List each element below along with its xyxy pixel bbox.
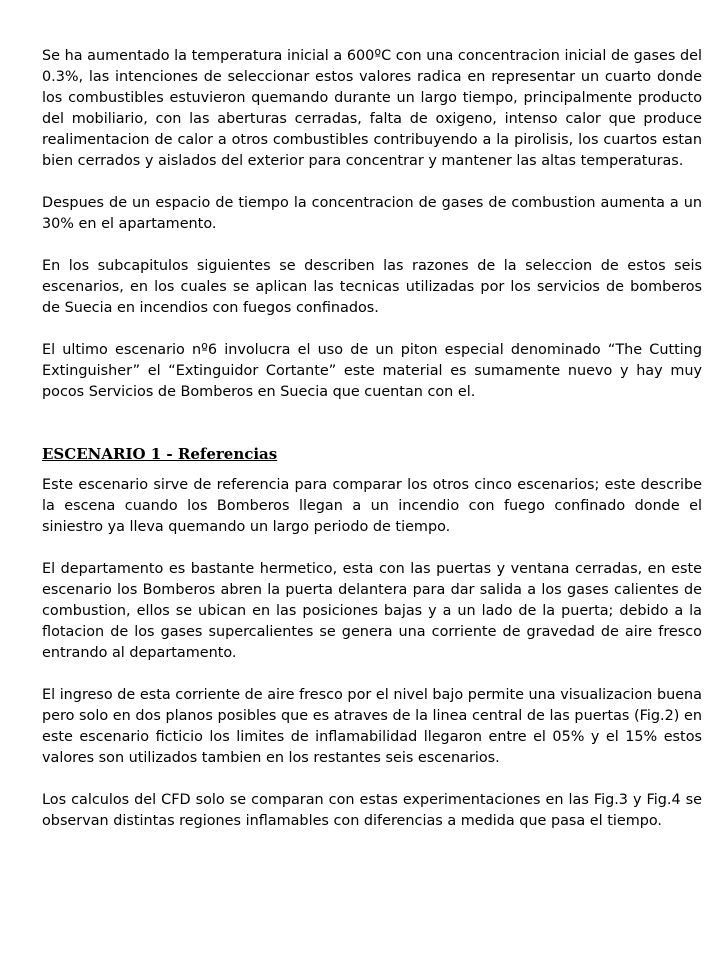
paragraph-subchapters: En los subcapitulos siguientes se describen las razones de la seleccion de estos seis escenarios, en los cuales se aplican las tecnicas utilizadas por los servicios de bomberos de Suecia en incendios con fuegos confinados. [42, 258, 702, 316]
paragraph-fresh-air-current: El ingreso de esta corriente de aire fresco por el nivel bajo permite una visualizacion buena pero solo en dos planos posibles que es atraves de la linea central de las puertas (Fig.2) en este escenario ficticio los limites de inflamabilidad llegaron entre el 05% y el 15% estos valores son utilizados tambien en los restantes seis escenarios. [42, 687, 702, 766]
paragraph-cfd-calculations: Los calculos del CFD solo se comparan con estas experimentaciones en las Fig.3 y Fig.4 se observan distintas regiones inflamables con diferencias a medida que pasa el tiempo. [42, 792, 702, 829]
document-page [42, 46, 702, 853]
section-heading-escenario-1: ESCENARIO 1 - Referencias [42, 445, 278, 463]
section-spacer [42, 424, 702, 444]
paragraph-apartment-hermetic: El departamento es bastante hermetico, esta con las puertas y ventana cerradas, en este escenario los Bomberos abren la puerta delantera para dar salida a los gases calientes de combustion, ellos se ubican en las posiciones bajas y a un lado de la puerta; debido a la flotacion de los gases supercalientes se genera una corriente de gravedad de aire fresco entrando al departamento. [42, 561, 702, 661]
paragraph-initial-temperature: Se ha aumentado la temperatura inicial a 600ºC con una concentracion inicial de gases del 0.3%, las intenciones de seleccionar estos valores radica en representar un cuarto donde los combustibles estuvieron quemando durante un largo tiempo, principalmente producto del mobiliario, con las aberturas cerradas, falta de oxigeno, intenso calor que produce realimentacion de calor a otros combustibles contribuyendo a la pirolisis, los cuartos estan bien cerrados y aislados del exterior para concentrar y mantener las altas temperaturas. [42, 48, 702, 169]
paragraph-cutting-extinguisher: El ultimo escenario nº6 involucra el uso de un piton especial denominado “The Cutting Extinguisher” el “Extinguidor Cortante” este material es sumamente nuevo y hay muy pocos Servicios de Bomberos en Suecia que cuentan con el. [42, 342, 702, 400]
paragraph-gas-concentration: Despues de un espacio de tiempo la concentracion de gases de combustion aumenta a un 30% en el apartamento. [42, 195, 702, 232]
paragraph-reference-scenario: Este escenario sirve de referencia para comparar los otros cinco escenarios; este describe la escena cuando los Bomberos llegan a un incendio con fuego confinado donde el siniestro ya lleva quemando un largo periodo de tiempo. [42, 477, 702, 535]
